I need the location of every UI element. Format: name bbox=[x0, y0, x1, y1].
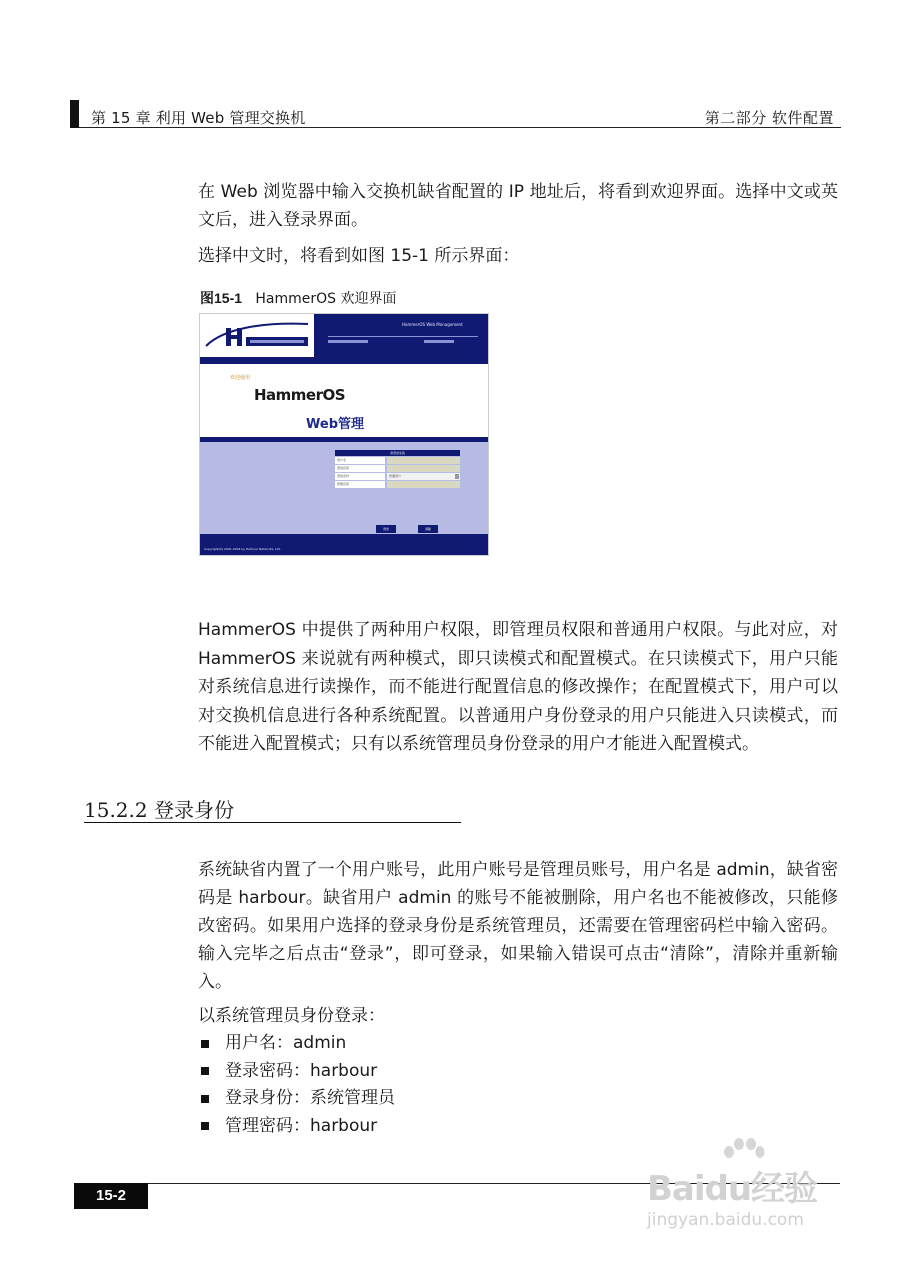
body-paragraph bbox=[198, 616, 838, 759]
bullet-text: 登录密码：harbour bbox=[225, 1060, 378, 1081]
intro-text-2: 选择中文时，将看到如图 15-1 所示界面： bbox=[198, 246, 520, 266]
identity-select[interactable] bbox=[387, 473, 460, 480]
baidu-watermark bbox=[643, 1138, 863, 1248]
section-paragraph-2 bbox=[198, 1002, 838, 1030]
bullet-square-icon bbox=[201, 1095, 209, 1103]
watermark-brand: Baidu经验 bbox=[647, 1169, 818, 1209]
screenshot-title-block bbox=[314, 314, 489, 357]
login-bullet-list bbox=[198, 1030, 395, 1140]
dropdown-arrow-icon bbox=[455, 474, 459, 479]
watermark-url: jingyan.baidu.com bbox=[647, 1210, 804, 1230]
figure-number: 图15-1 bbox=[200, 290, 243, 306]
body-text: HammerOS 中提供了两种用户权限，即管理员权限和普通用户权限。与此对应，对HammerOS 来说就有两种模式，即只读模式和配置模式。在只读模式下，用户只能对系统信息进行读操作，而不能进行配置信息的修改操作；在配置模式下，用户可以对交换机信息进行各种系统配置。以普通用户身份登录的用户只能进入只读模式，而不能进入配置模式；只有以系统管理员身份登录的用户才能进入配置模式。 bbox=[198, 620, 838, 754]
screenshot-buttons bbox=[376, 515, 460, 534]
login-label: 登录身份 bbox=[335, 473, 385, 480]
screenshot-login-form bbox=[335, 450, 460, 488]
login-label: 用户名 bbox=[335, 457, 385, 464]
login-form-title: 请登录系统 bbox=[335, 450, 460, 456]
list-item bbox=[198, 1058, 395, 1086]
login-row-password bbox=[335, 465, 460, 472]
identity-select-value: 普通用户 bbox=[389, 474, 402, 478]
screenshot-product-name: HammerOS bbox=[254, 386, 346, 404]
screenshot-nav-item bbox=[424, 340, 454, 343]
bullet-square-icon bbox=[201, 1067, 209, 1075]
login-row-admin-password bbox=[335, 481, 460, 488]
intro-paragraph-2 bbox=[198, 242, 838, 270]
section-title: 15.2.2 登录身份 bbox=[84, 798, 234, 822]
list-item bbox=[198, 1085, 395, 1113]
section-paragraph bbox=[198, 856, 838, 996]
bullet-text: 登录身份：系统管理员 bbox=[225, 1088, 395, 1108]
bullet-text: 管理密码：harbour bbox=[225, 1115, 378, 1136]
screenshot-subtitle: Web管理 bbox=[306, 417, 364, 432]
screenshot-footer bbox=[200, 534, 489, 556]
welcome-screenshot bbox=[199, 313, 489, 556]
screenshot-nav-item bbox=[328, 340, 368, 343]
header-bar bbox=[70, 100, 79, 128]
header-rule bbox=[79, 127, 841, 128]
part-header: 第二部分 软件配置 bbox=[704, 109, 834, 127]
login-row-username bbox=[335, 457, 460, 464]
username-input[interactable] bbox=[387, 457, 460, 464]
password-input[interactable] bbox=[387, 465, 460, 472]
bullet-square-icon bbox=[201, 1040, 209, 1048]
section-text-2: 以系统管理员身份登录： bbox=[198, 1006, 385, 1026]
bullet-text: 用户名：admin bbox=[225, 1033, 347, 1053]
chapter-header: 第 15 章 利用 Web 管理交换机 bbox=[91, 109, 306, 127]
page-number: 15-2 bbox=[74, 1183, 148, 1209]
admin-password-input[interactable] bbox=[387, 481, 460, 488]
screenshot-app-title: HammerOS Web Management bbox=[402, 322, 463, 327]
list-item bbox=[198, 1113, 395, 1141]
login-button[interactable]: 登录 bbox=[376, 525, 396, 533]
screenshot-copyright: Copyright(C) 2001-2004 by Harbour Networks, Ltd. bbox=[204, 547, 281, 551]
login-label: 管理密码 bbox=[335, 481, 385, 488]
screenshot-top-line bbox=[200, 357, 489, 364]
login-label: 登录密码 bbox=[335, 465, 385, 472]
screenshot-divider bbox=[328, 336, 478, 337]
section-rule bbox=[84, 822, 461, 823]
clear-button[interactable]: 清除 bbox=[418, 525, 438, 533]
figure-caption-text: HammerOS 欢迎界面 bbox=[255, 291, 397, 307]
list-item bbox=[198, 1030, 395, 1058]
harbour-logo bbox=[204, 320, 312, 350]
screenshot-welcome: 欢迎使用 bbox=[230, 375, 251, 381]
bullet-square-icon bbox=[201, 1122, 209, 1130]
login-row-identity bbox=[335, 473, 460, 480]
section-text-1: 系统缺省内置了一个用户账号，此用户账号是管理员账号，用户名是 admin，缺省密码是 harbour。缺省用户 admin 的账号不能被删除，用户名也不能被修改，只能修改密码。如果用户选择的登录身份是系统管理员，还需要在管理密码栏中输入密码。输入完毕之后点击“登录”，即可登录，如果输入错误可点击“清除”，清除并重新输入。 bbox=[198, 860, 838, 992]
intro-paragraph bbox=[198, 178, 838, 234]
intro-text-1: 在 Web 浏览器中输入交换机缺省配置的 IP 地址后，将看到欢迎界面。选择中文或英文后，进入登录界面。 bbox=[198, 182, 838, 230]
figure-caption bbox=[200, 288, 397, 308]
